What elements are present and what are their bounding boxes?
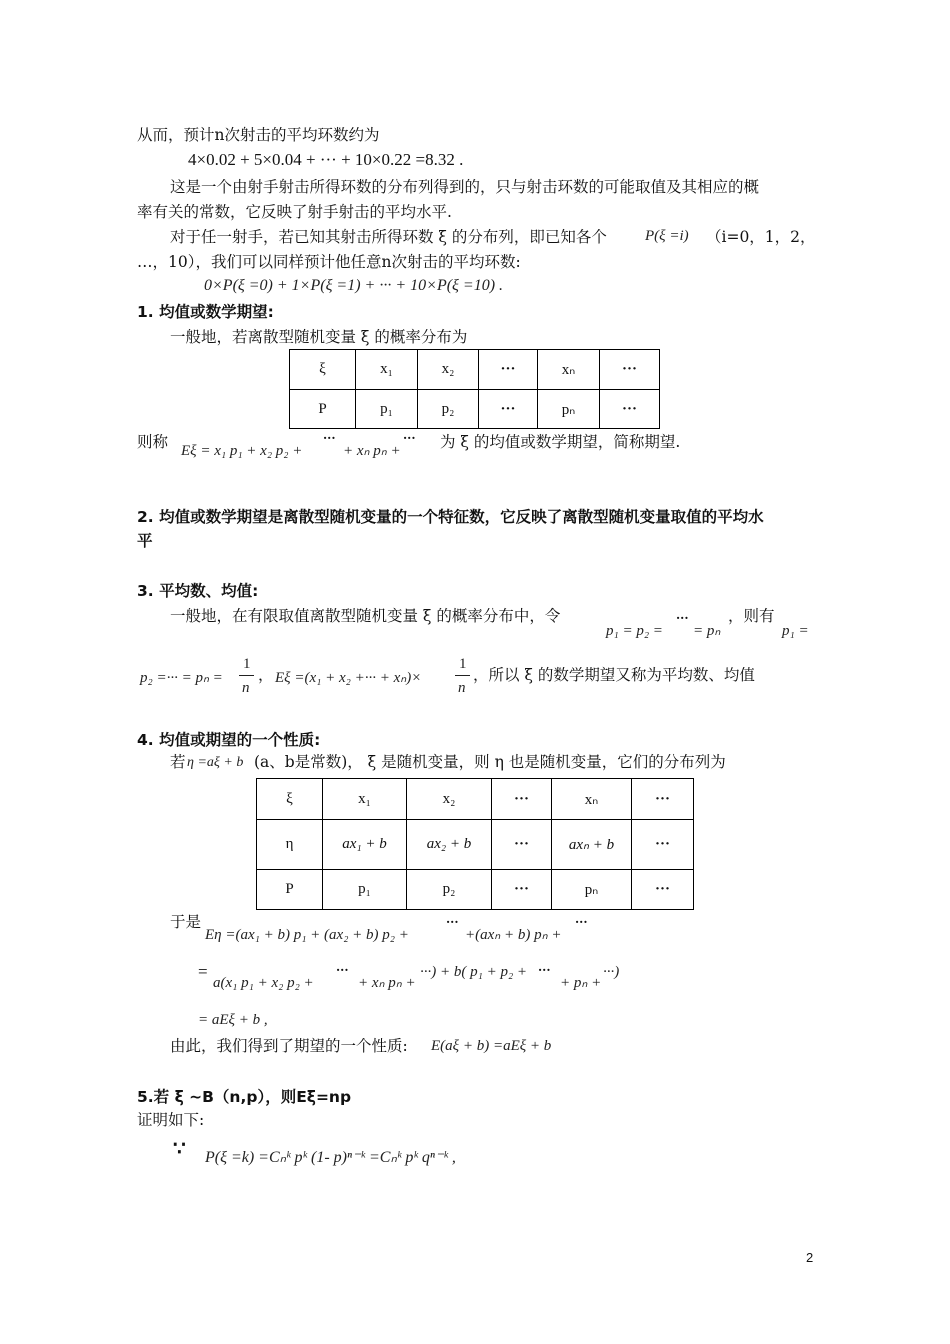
formula-inline: + pₙ + <box>560 975 602 991</box>
text-line: …，10），我们可以同样预计他任意n次射击的平均环数: <box>137 253 521 271</box>
table-cell: x₂ <box>407 779 492 820</box>
section-heading: 2. 均值或数学期望是离散型随机变量的一个特征数，它反映了离散型随机变量取值的平均水 <box>137 508 764 526</box>
fraction-bar <box>239 675 254 676</box>
formula-inline: Eξ =(x₁ + x₂ +··· + xₙ)× <box>275 670 422 686</box>
page-number: 2 <box>806 1250 814 1265</box>
formula-inline: η =aξ + b <box>187 755 244 770</box>
formula-inline: + xₙ pₙ + <box>358 975 416 991</box>
table-cell: ··· <box>632 779 694 820</box>
ellipsis: ··· <box>336 963 349 977</box>
formula-line: P(ξ =k) =Cₙᵏ pᵏ (1- p)ⁿ⁻ᵏ =Cₙᵏ pᵏ qⁿ⁻ᵏ , <box>205 1149 456 1166</box>
ellipsis: ··· <box>538 963 551 977</box>
text-line: (a、b是常数)， ξ 是随机变量，则 η 也是随机变量，它们的分布列为 <box>254 753 726 771</box>
table-cell: P <box>257 870 323 910</box>
text-line: 于是 <box>170 913 202 931</box>
formula-inline: ···) + b( p₁ + p₂ + <box>420 964 528 980</box>
formula-inline: p₁ = p₂ = <box>606 623 663 639</box>
ellipsis: ··· <box>446 915 459 929</box>
formula-inline: = pₙ <box>693 623 721 639</box>
table-cell: ··· <box>632 820 694 870</box>
section-heading: 平 <box>137 532 153 550</box>
table-cell: x₁ <box>356 350 418 390</box>
section-heading: 1. 均值或数学期望: <box>137 303 274 321</box>
table-cell: ··· <box>492 820 552 870</box>
section-heading: 4. 均值或期望的一个性质: <box>137 731 321 749</box>
formula-line: 4×0.02 + 5×0.04 + ··· + 10×0.22 =8.32 . <box>188 150 464 169</box>
table-cell: pₙ <box>538 390 600 429</box>
formula-inline: Eη =(ax₁ + b) p₁ + (ax₂ + b) p₂ + <box>205 927 409 943</box>
table-cell: p₂ <box>407 870 492 910</box>
ellipsis: ··· <box>676 611 689 625</box>
formula-inline: P(ξ =i) <box>645 228 689 244</box>
formula-inline: p₁ = <box>782 623 809 639</box>
table-cell: ··· <box>632 870 694 910</box>
table-cell: pₙ <box>552 870 632 910</box>
table-cell: η <box>257 820 323 870</box>
table-cell: ··· <box>479 350 538 390</box>
text-line: 由此，我们得到了期望的一个性质: <box>170 1037 408 1055</box>
formula-inline: +(axₙ + b) pₙ + <box>465 927 562 943</box>
table-cell: ξ <box>257 779 323 820</box>
formula-inline: + xₙ pₙ + <box>343 443 401 459</box>
table-cell: ··· <box>600 390 660 429</box>
text-line: 率有关的常数，它反映了射手射击的平均水平. <box>137 203 452 221</box>
table-cell: xₙ <box>552 779 632 820</box>
section-heading: 3. 平均数、均值: <box>137 582 259 600</box>
table-cell: ··· <box>492 779 552 820</box>
text-line: 证明如下: <box>137 1111 205 1129</box>
text-line: 对于任一射手，若已知其射击所得环数 ξ 的分布列，即已知各个 <box>170 228 607 246</box>
table-cell: ··· <box>492 870 552 910</box>
fraction-numerator: 1 <box>243 656 251 672</box>
formula-line: = aEξ + b , <box>198 1012 268 1028</box>
formula-inline: ···) <box>603 964 620 980</box>
table-cell: xₙ <box>538 350 600 390</box>
text-line: 这是一个由射手射击所得环数的分布列得到的，只与射击环数的可能取值及其相应的概 <box>170 178 760 196</box>
formula-inline: p₂ =··· = pₙ = <box>140 670 223 686</box>
text-line: 从而，预计n次射击的平均环数约为 <box>137 126 380 144</box>
fraction-denominator: n <box>242 680 250 696</box>
formula-inline: Eξ = x₁ p₁ + x₂ p₂ + <box>181 443 303 459</box>
fraction-numerator: 1 <box>459 656 467 672</box>
fraction-bar <box>455 675 470 676</box>
text-line: 一般地，在有限取值离散型随机变量 ξ 的概率分布中，令 <box>170 607 561 625</box>
table-cell: x₁ <box>323 779 407 820</box>
table-cell: ··· <box>479 390 538 429</box>
text-line: ，所以 ξ 的数学期望又称为平均数、均值 <box>473 666 755 684</box>
table-cell: p₁ <box>323 870 407 910</box>
formula-inline: E(aξ + b) =aEξ + b <box>431 1038 552 1054</box>
text-line: 一般地，若离散型随机变量 ξ 的概率分布为 <box>170 328 468 346</box>
table-cell: ax₂ + b <box>407 820 492 870</box>
table-cell: axₙ + b <box>552 820 632 870</box>
table-cell: P <box>290 390 356 429</box>
table-cell: p₂ <box>418 390 479 429</box>
ellipsis: ··· <box>323 431 336 445</box>
equals-sign: = <box>198 962 208 981</box>
formula-line: 0×P(ξ =0) + 1×P(ξ =1) + ··· + 10×P(ξ =10) . <box>204 277 504 294</box>
text-line: ，则有 <box>728 607 775 625</box>
table-cell: x₂ <box>418 350 479 390</box>
table-cell: ξ <box>290 350 356 390</box>
distribution-table-1 <box>289 349 660 429</box>
table-cell: p₁ <box>356 390 418 429</box>
because-symbol: ∵ <box>173 1136 186 1160</box>
formula-inline: a(x₁ p₁ + x₂ p₂ + <box>213 975 314 991</box>
ellipsis: ··· <box>575 915 588 929</box>
distribution-table-2 <box>256 778 694 910</box>
text-line: 则称 <box>137 433 169 451</box>
section-heading: 5.若 ξ ~B（n,p），则Eξ=np <box>137 1088 352 1106</box>
table-cell: ··· <box>600 350 660 390</box>
text-line: 为 ξ 的均值或数学期望，简称期望. <box>440 433 681 451</box>
text-line: 若 <box>170 753 186 771</box>
text-line: ， <box>258 666 274 684</box>
ellipsis: ··· <box>403 431 416 445</box>
fraction-denominator: n <box>458 680 466 696</box>
table-cell: ax₁ + b <box>323 820 407 870</box>
text-line: （i=0，1，2， <box>706 228 816 246</box>
